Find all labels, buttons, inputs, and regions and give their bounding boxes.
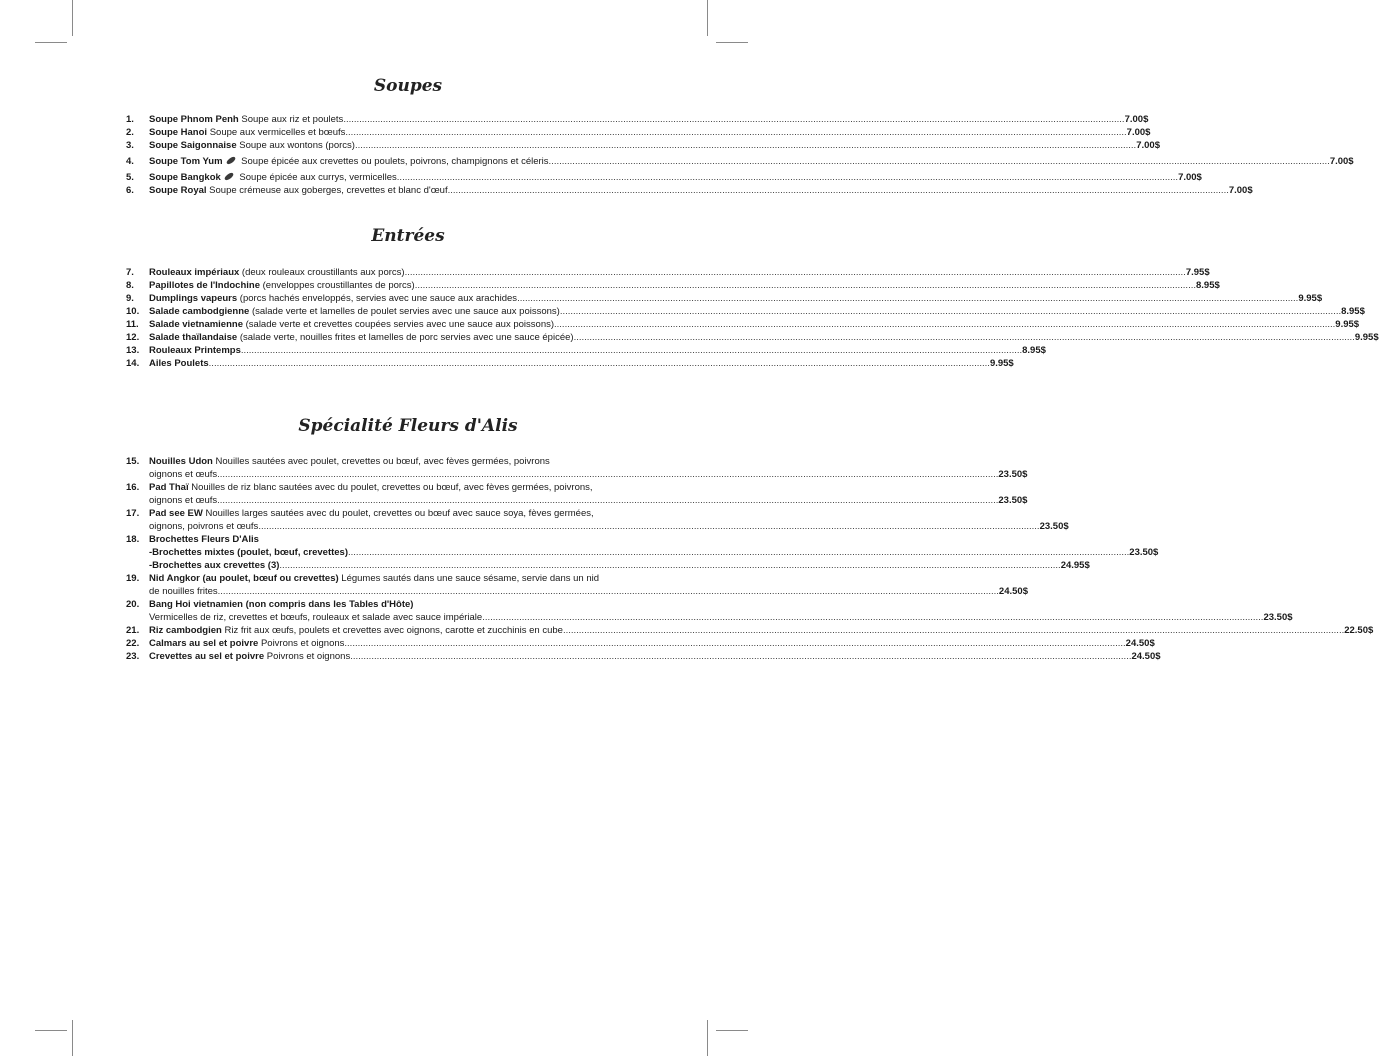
item-number: 14. <box>126 358 140 369</box>
item-price: 9.95$ <box>1298 293 1323 304</box>
crop-mark <box>35 42 67 43</box>
item-price: 7.00$ <box>1126 127 1151 138</box>
item-description: (porcs hachés enveloppés, servies avec une sauce aux arachides <box>237 293 518 304</box>
item-number: 8. <box>126 280 134 291</box>
crop-mark <box>707 1020 708 1056</box>
menu-item <box>126 507 1069 533</box>
item-name: Nouilles Udon <box>149 456 213 467</box>
item-description: Soupe épicée aux crevettes ou poulets, poivrons, champignons et céleris <box>238 156 549 167</box>
menu-item <box>126 318 1360 331</box>
crop-mark <box>707 0 708 36</box>
item-number: 19. <box>126 573 140 584</box>
item-name: Crevettes au sel et poivre <box>149 651 265 662</box>
menu-item <box>126 155 1354 168</box>
menu-item <box>126 572 1028 598</box>
item-number: 9. <box>126 293 134 304</box>
item-description-continued: de nouilles frites <box>149 586 218 597</box>
menu-item <box>126 331 1379 344</box>
item-number: 23. <box>126 651 140 662</box>
subitem-name: -Brochettes aux crevettes (3) <box>149 560 280 571</box>
item-number: 2. <box>126 127 134 138</box>
item-name: Brochettes Fleurs D'Alis <box>149 534 259 545</box>
item-name: Pad Thaï <box>149 482 189 493</box>
item-number: 5. <box>126 172 134 183</box>
item-number: 10. <box>126 306 140 317</box>
item-price: 7.00$ <box>1178 172 1202 183</box>
menu-item <box>126 305 1365 318</box>
item-description: Poivrons et oignons <box>264 651 351 662</box>
item-price: 24.95$ <box>1060 560 1090 571</box>
specialite-list <box>126 455 1374 663</box>
item-description: Légumes sautés dans une sauce sésame, servie dans un nid <box>338 573 600 584</box>
item-name: Rouleaux Printemps <box>149 345 241 356</box>
menu-item <box>126 113 1149 126</box>
item-number: 15. <box>126 456 140 467</box>
item-number: 12. <box>126 332 140 343</box>
item-name: Nid Angkor (au poulet, bœuf ou crevettes) <box>149 573 339 584</box>
section-title-specialite: Spécialité Fleurs d'Alis <box>298 416 518 436</box>
item-description: (deux rouleaux croustillants aux porcs) <box>239 267 405 278</box>
item-number: 13. <box>126 345 140 356</box>
item-price: 7.00$ <box>1228 185 1253 196</box>
menu-item <box>126 637 1155 650</box>
crop-mark <box>35 1030 67 1031</box>
item-description: (salade verte et lamelles de poulet servies avec une sauce aux poissons) <box>249 306 560 317</box>
item-number: 11. <box>126 319 139 330</box>
item-description: Soupe aux riz et poulets <box>238 114 344 125</box>
item-name: Dumplings vapeurs <box>149 293 238 304</box>
menu-item <box>126 184 1253 197</box>
item-description: (salade verte, nouilles frites et lamelles de porc servies avec une sauce épicée) <box>237 332 574 343</box>
item-description: Poivrons et oignons <box>258 638 345 649</box>
item-description-continued: oignons et œufs <box>149 495 218 506</box>
item-description: Nouilles sautées avec poulet, crevettes ou bœuf, avec fèves germées, poivrons <box>212 456 550 467</box>
subitem-name: -Brochettes mixtes (poulet, bœuf, crevettes) <box>149 547 349 558</box>
item-name: Papillotes de l'Indochine <box>149 280 260 291</box>
item-number: 21. <box>126 625 140 636</box>
item-description: Riz frit aux œufs, poulets et crevettes avec oignons, carotte et zucchinis en cube <box>221 625 563 636</box>
menu-item <box>126 624 1374 637</box>
menu-item <box>126 650 1161 663</box>
item-price: 7.00$ <box>1136 140 1160 151</box>
menu-item <box>126 344 1046 357</box>
item-price: 7.95$ <box>1185 267 1210 278</box>
entrees-list <box>126 266 1379 370</box>
menu-item <box>126 598 1293 624</box>
item-name: Soupe Phnom Penh <box>149 114 239 125</box>
menu-item <box>126 292 1323 305</box>
item-description: Soupe aux wontons (porcs) <box>236 140 355 151</box>
item-name: Riz cambodgien <box>149 625 222 636</box>
item-price: 23.50$ <box>998 495 1028 506</box>
item-name: Pad see EW <box>149 508 203 519</box>
section-title-entrees: Entrées <box>371 226 445 246</box>
item-description: (salade verte et crevettes coupées servies avec une sauce aux poissons) <box>242 319 555 330</box>
item-description-continued: oignons, poivrons et œufs <box>149 521 259 532</box>
chili-pepper-icon <box>225 156 236 165</box>
item-number: 22. <box>126 638 140 649</box>
item-name: Salade cambodgienne <box>149 306 250 317</box>
crop-mark <box>716 1030 748 1031</box>
item-price: 8.95$ <box>1195 280 1220 291</box>
item-description: (enveloppes croustillantes de porcs) <box>260 280 415 291</box>
item-name: Soupe Hanoi <box>149 127 208 138</box>
menu-item <box>126 126 1151 139</box>
menu-item <box>126 266 1210 279</box>
item-name: Soupe Tom Yum <box>149 156 223 167</box>
item-description-continued: oignons et œufs <box>149 469 218 480</box>
item-number: 1. <box>126 114 134 125</box>
soupes-list <box>126 113 1354 197</box>
item-price: 8.95$ <box>1341 306 1365 317</box>
item-price: 7.00$ <box>1329 156 1354 167</box>
crop-mark <box>72 1020 73 1056</box>
item-price: 23.50$ <box>1263 612 1293 623</box>
item-number: 3. <box>126 140 134 151</box>
item-name: Salade thaïlandaise <box>149 332 238 343</box>
item-price: 8.95$ <box>1022 345 1046 356</box>
item-number: 20. <box>126 599 140 610</box>
item-price: 9.95$ <box>1335 319 1360 330</box>
item-price: 7.00$ <box>1124 114 1149 125</box>
item-number: 18. <box>126 534 140 545</box>
item-number: 4. <box>126 156 134 167</box>
section-title-soupes: Soupes <box>373 76 443 96</box>
menu-item <box>126 481 1028 507</box>
item-price: 24.50$ <box>998 586 1028 597</box>
crop-mark <box>716 42 748 43</box>
item-price: 24.50$ <box>1131 651 1161 662</box>
item-price: 9.95$ <box>1354 332 1379 343</box>
item-name: Calmars au sel et poivre <box>149 638 259 649</box>
item-name: Soupe Royal <box>149 185 207 196</box>
item-description: Soupe aux vermicelles et bœufs <box>207 127 346 138</box>
crop-mark <box>72 0 73 36</box>
item-price: 23.50$ <box>998 469 1028 480</box>
item-price: 9.95$ <box>989 358 1014 369</box>
menu-item <box>126 139 1160 152</box>
item-price: 24.50$ <box>1125 638 1155 649</box>
menu-item <box>126 455 1028 481</box>
item-name: Rouleaux impériaux <box>149 267 240 278</box>
item-number: 16. <box>126 482 140 493</box>
item-price: 23.50$ <box>1129 547 1159 558</box>
chili-pepper-icon <box>223 172 234 181</box>
item-description: Soupe crémeuse aux goberges, crevettes et blanc d'œuf <box>206 185 448 196</box>
menu-item <box>126 533 1159 572</box>
item-name: Soupe Saigonnaise <box>149 140 237 151</box>
item-name: Salade vietnamienne <box>149 319 243 330</box>
item-description-continued: Vermicelles de riz, crevettes et bœufs, rouleaux et salade avec sauce impériale <box>149 612 483 623</box>
item-description: Nouilles de riz blanc sautées avec du poulet, crevettes ou bœuf, avec fèves germées, poivrons, <box>188 482 593 493</box>
item-price: 22.50$ <box>1344 625 1374 636</box>
item-name: Soupe Bangkok <box>149 172 221 183</box>
menu-item <box>126 357 1014 370</box>
item-name: Ailes Poulets <box>149 358 209 369</box>
menu-item <box>126 171 1202 184</box>
menu-item <box>126 279 1220 292</box>
item-description: Soupe épicée aux currys, vermicelles <box>236 172 397 183</box>
item-number: 17. <box>126 508 140 519</box>
item-description: Nouilles larges sautées avec du poulet, crevettes ou bœuf avec sauce soya, fèves germées, <box>202 508 594 519</box>
item-number: 7. <box>126 267 134 278</box>
item-price: 23.50$ <box>1039 521 1069 532</box>
item-name: Bang Hoi vietnamien (non compris dans les Tables d'Hôte) <box>149 599 414 610</box>
item-number: 6. <box>126 185 134 196</box>
